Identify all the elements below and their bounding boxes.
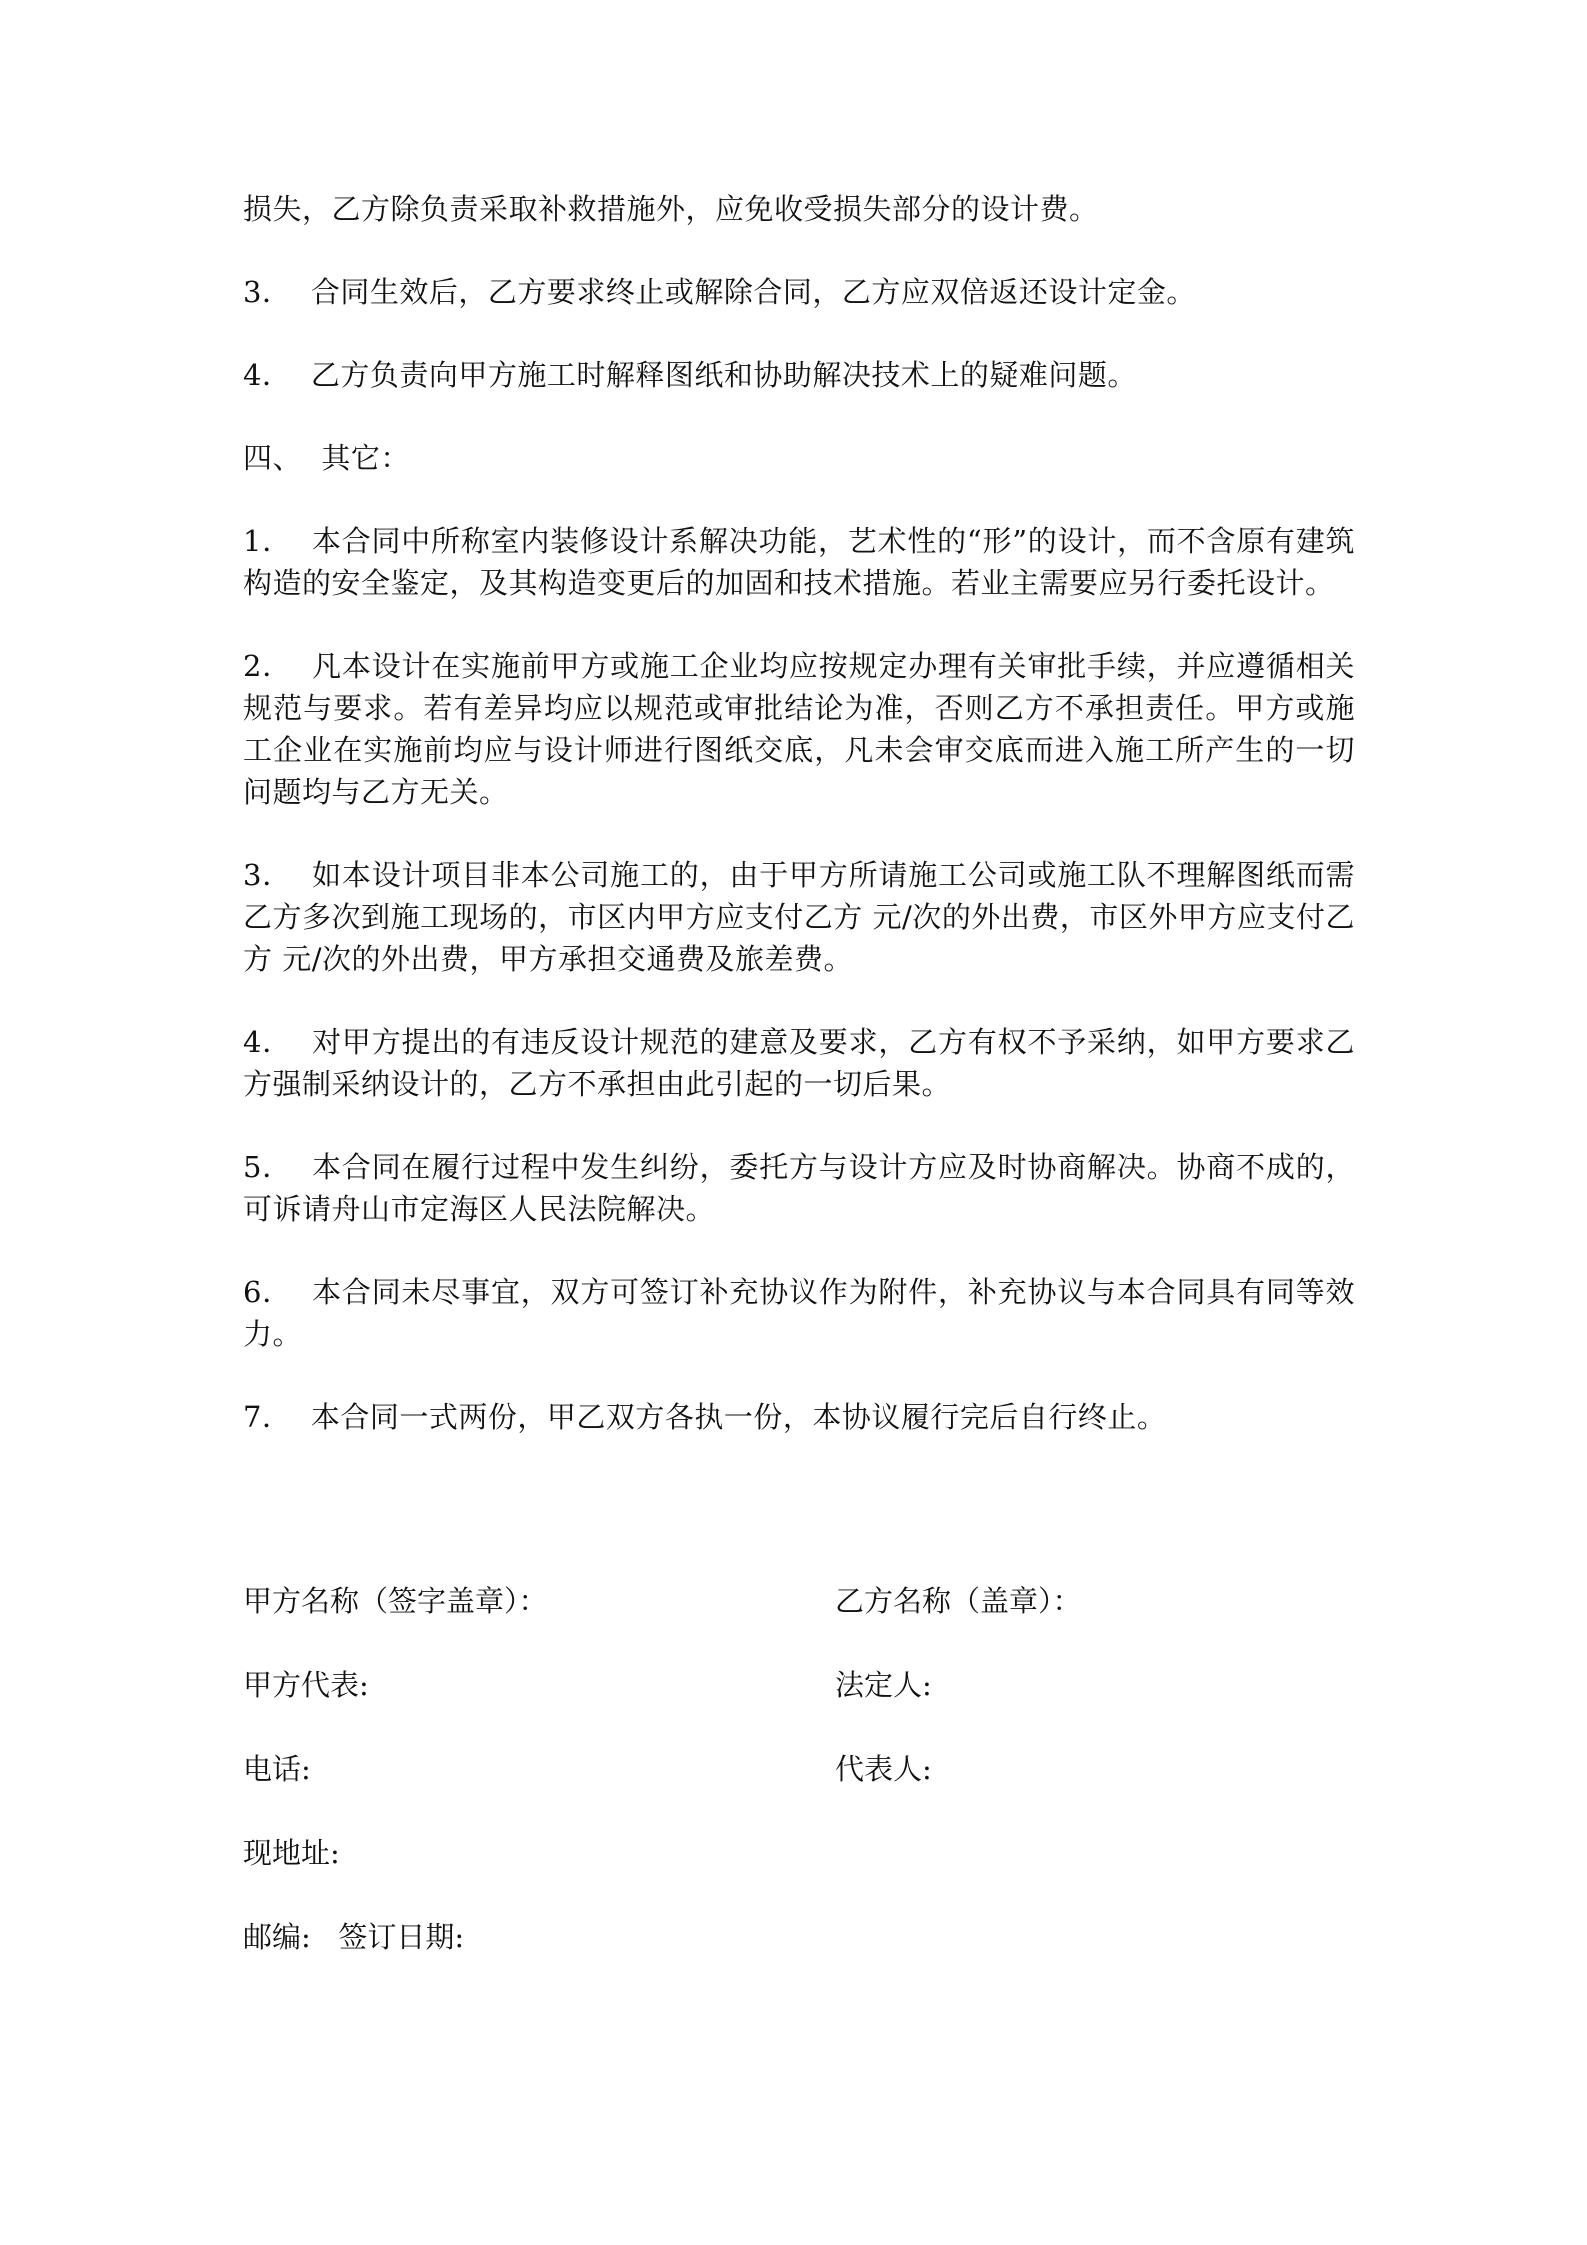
paragraph-clause-3: 3． 合同生效后，乙方要求终止或解除合同，乙方应双倍返还设计定金。 — [243, 275, 1196, 309]
paragraph-other-3: 3． 如本设计项目非本公司施工的，由于甲方所请施工公司或施工队不理解图纸而需乙方多次到施工现场的，市区内甲方应支付乙方 元/次的外出费，市区外甲方应支付乙方 元/次的外出费，甲方承担交通费及旅差费。 — [243, 858, 1355, 976]
paragraph-other-5: 5． 本合同在履行过程中发生纠纷，委托方与设计方应及时协商解决。协商不成的，可诉请舟山市定海区人民法院解决。 — [243, 1150, 1355, 1226]
address-label: 现地址: — [243, 1836, 340, 1870]
signature-row-representatives — [243, 1664, 1355, 1706]
signature-block — [243, 1580, 1355, 2000]
paragraph-other-4: 4． 对甲方提出的有违反设计规范的建意及要求，乙方有权不予采纳，如甲方要求乙方强制采纳设计的，乙方不承担由此引起的一切后果。 — [243, 1025, 1355, 1101]
paragraph-other-1: 1． 本合同中所称室内装修设计系解决功能，艺术性的“形”的设计，而不含原有建筑构造的安全鉴定，及其构造变更后的加固和技术措施。若业主需要应另行委托设计。 — [243, 524, 1355, 600]
paragraph-clause-4: 4． 乙方负责向甲方施工时解释图纸和协助解决技术上的疑难问题。 — [243, 358, 1137, 392]
signature-row-phone — [243, 1748, 1355, 1790]
signature-row-names — [243, 1580, 1355, 1622]
signature-row-address — [243, 1832, 1355, 1874]
party-b-rep-label: 代表人: — [835, 1752, 932, 1786]
contract-body — [243, 188, 1355, 1479]
paragraph-loss-clause: 损失，乙方除负责采取补救措施外，应免收受损失部分的设计费。 — [243, 192, 1099, 226]
paragraph-other-6: 6． 本合同未尽事宜，双方可签订补充协议作为附件，补充协议与本合同具有同等效力。 — [243, 1275, 1355, 1351]
party-b-legal-label: 法定人: — [835, 1668, 932, 1702]
party-a-name-label: 甲方名称（签字盖章）： — [243, 1584, 548, 1618]
paragraph-other-2: 2． 凡本设计在实施前甲方或施工企业均应按规定办理有关审批手续，并应遵循相关规范与要求。若有差异均应以规范或审批结论为准，否则乙方不承担责任。甲方或施工企业在实施前均应与设计师进行图纸交底，凡未会审交底而进入施工所产生的一切问题均与乙方无关。 — [243, 649, 1355, 809]
party-b-name-label: 乙方名称（盖章）： — [835, 1584, 1082, 1618]
section-heading-other: 四、 其它： — [243, 441, 410, 475]
signature-row-postcode-date — [243, 1916, 1355, 1958]
phone-label: 电话: — [243, 1752, 311, 1786]
paragraph-other-7: 7． 本合同一式两份，甲乙双方各执一份，本协议履行完后自行终止。 — [243, 1400, 1167, 1434]
postcode-date-label: 邮编: 签订日期: — [243, 1920, 465, 1954]
party-a-rep-label: 甲方代表: — [243, 1668, 369, 1702]
